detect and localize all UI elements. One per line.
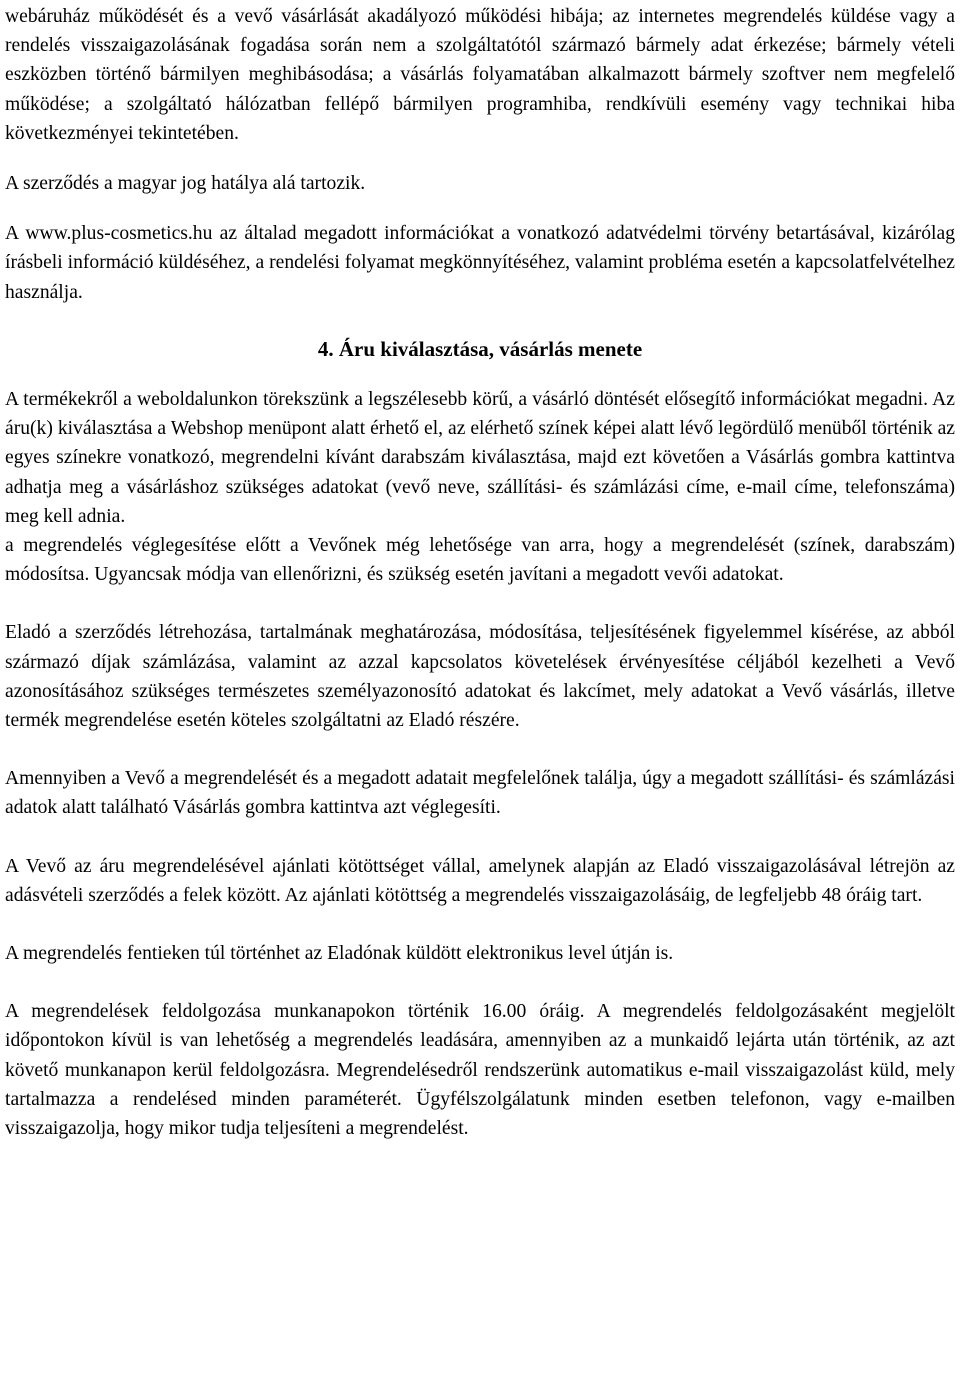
paragraph-liability: webáruház működését és a vevő vásárlását akadályozó működési hibája; az internetes megrendelés küldése vagy a rendelés visszaigazolásának fogadása során nem a szolgáltatótól származó bármely adat érkezése; bármely vételi eszközben történő bármilyen meghibásodása; a vásárlás folyamatában alkalmazott bármely szoftver nem megfelelő működése; a szolgáltató hálózatban fellépő bármilyen programhiba, rendkívüli esemény vagy technikai hiba következményei tekintetében. [5, 6, 955, 144]
paragraph-product-selection: A termékekről a weboldalunkon törekszünk a legszélesebb körű, a vásárló döntését elősegítő információkat megadni. Az áru(k) kiválasztása a Webshop menüpont alatt érhető el, az elérhető színek képei alatt lévő legördülő menüből történik az egyes színekre vonatkozó, megrendelni kívánt darabszám kiválasztása, majd ezt követően a Vásárlás gombra kattintva adhatja meg a vásárláshoz szükséges adatokat (vevő neve, szállítási- és számlázási címe, e-mail címe, telefonszáma) meg kell adnia. [5, 389, 955, 527]
spacer [5, 735, 955, 764]
paragraph-order-confirmation: Amennyiben a Vevő a megrendelését és a megadott adatait megfelelőnek találja, úgy a megadott szállítási- és számlázási adatok alatt található Vásárlás gombra kattintva azt véglegesíti. [5, 768, 955, 819]
paragraph-seller-data: Eladó a szerződés létrehozása, tartalmának meghatározása, módosítása, teljesítésének figyelemmel kísérése, az abból származó díjak számlázása, valamint az azzal kapcsolatos követelések érvényesítése céljából kezelheti a Vevő azonosításához szükséges természetes személyazonosító adatokat és lakcímet, mely adatokat a Vevő vásárlás, illetve termék megrendelése esetén köteles szolgáltatni az Eladó részére. [5, 622, 955, 732]
spacer [5, 307, 955, 335]
spacer [5, 589, 955, 618]
document-page [5, 2, 955, 1143]
paragraph-order-finalization: a megrendelés véglegesítése előtt a Vevőnek még lehetősége van arra, hogy a megrendelését (színek, darabszám) módosítsa. Ugyancsak módja van ellenőrizni, és szükség esetén javítani a megadott vevői adatokat. [5, 535, 955, 586]
paragraph-governing-law: A szerződés a magyar jog hatálya alá tartozik. [5, 173, 366, 195]
spacer [5, 823, 955, 852]
paragraph-order-processing: A megrendelések feldolgozása munkanapokon történik 16.00 óráig. A megrendelés feldolgozásaként megjelölt időpontokon kívül is van lehetőség a megrendelés leadására, amennyiben az a munkaidő lejárta után történik, az azt követő munkanapon kerül feldolgozásra. Megrendelésedről rendszerünk automatikus e-mail visszaigazolást küld, mely tartalmazza a rendelésed minden paraméterét. Ügyfélszolgálatunk minden esetben telefonon, vagy e-mailben visszaigazolja, hogy mikor tudja teljesíteni a megrendelést. [5, 1001, 955, 1140]
spacer [5, 198, 955, 219]
paragraph-privacy: A www.plus-cosmetics.hu az általad megadott információkat a vonatkozó adatvédelmi törvény betartásával, kizárólag írásbeli információ küldéséhez, a rendelési folyamat megkönnyítéséhez, valamint probléma esetén a kapcsolatfelvételhez használja. [5, 223, 955, 303]
spacer [5, 148, 955, 169]
spacer [5, 364, 955, 385]
spacer [5, 968, 955, 997]
spacer [5, 910, 955, 939]
section-heading: 4. Áru kiválasztása, vásárlás menete [317, 336, 643, 361]
paragraph-email-order: A megrendelés fentieken túl történhet az Eladónak küldött elektronikus level útján is. [5, 943, 674, 965]
paragraph-binding-offer: A Vevő az áru megrendelésével ajánlati kötöttséget vállal, amelynek alapján az Eladó visszaigazolásával létrejön az adásvételi szerződés a felek között. Az ajánlati kötöttség a megrendelés visszaigazolásáig, de legfeljebb 48 óráig tart. [5, 855, 955, 906]
